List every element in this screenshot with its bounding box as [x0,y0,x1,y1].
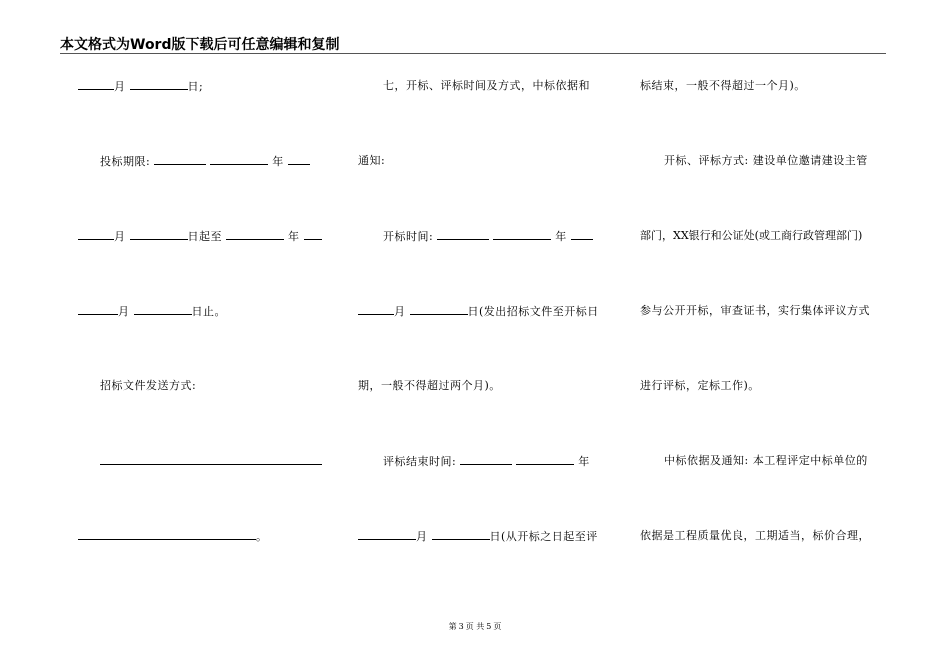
left-line-3 [78,228,322,244]
text: 月 [394,305,406,318]
text: 月 [114,230,126,243]
blank-field [493,228,551,240]
page-prefix: 第 [448,622,457,631]
text: 招标文件发送方式: [100,379,197,392]
text: 月 [416,530,428,543]
page-total: 5 [486,622,492,631]
middle-line-7 [358,528,598,544]
middle-line-2 [358,153,385,169]
blank-field [78,78,114,90]
page-current: 3 [458,622,464,631]
text: 日(从开标之日起至评 [489,530,598,543]
left-line-5 [100,378,196,394]
blank-field [100,453,322,465]
text: 日; [187,80,204,93]
blank-field [130,228,188,240]
page-middle: 页 共 [465,622,485,631]
text: 通知: [358,154,386,167]
blank-field [154,153,206,165]
blank-field [78,228,114,240]
text: 年 [272,155,284,168]
middle-line-1 [383,78,590,94]
text: 中标依据及通知: 本工程评定中标单位的 [664,454,868,467]
header-divider [60,53,886,54]
text: 七，开标、评标时间及方式，中标依据和 [383,79,590,92]
middle-line-4 [358,303,599,319]
blank-field [358,528,416,540]
left-line-7 [78,528,268,544]
text: 年 [578,455,590,468]
right-line-6 [664,453,868,469]
blank-field [432,528,490,540]
text: 参与公开开标，审查证书，实行集体评议方式 [640,304,870,317]
text: 月 [114,80,126,93]
document-header-title: 本文格式为Word版下载后可任意编辑和复制 [60,37,340,53]
text: 开标、评标方式: 建设单位邀请建设主管 [664,154,868,167]
blank-field [460,453,512,465]
blank-field [437,228,489,240]
page-footer [0,622,950,632]
text: 进行评标，定标工作)。 [640,379,760,392]
right-line-3 [640,228,862,244]
blank-field [516,453,574,465]
blank-field [410,303,468,315]
text: 部门，XX银行和公证处(或工商行政管理部门) [640,229,863,242]
middle-line-6 [383,453,590,469]
right-line-5 [640,378,760,394]
right-line-2 [664,153,868,169]
blank-field [130,78,188,90]
text: 日起至 [187,230,222,243]
page-suffix: 页 [493,622,502,631]
blank-field [226,228,284,240]
left-line-2 [100,153,310,169]
blank-field [304,228,322,240]
text: 日(发出招标文件至开标日 [467,305,599,318]
text: 标结束，一般不得超过一个月)。 [640,79,806,92]
blank-field [288,153,310,165]
right-line-7 [640,528,870,544]
text: 开标时间: [383,230,434,243]
text: 评标结束时间: [383,455,457,468]
middle-line-3 [383,228,593,244]
blank-field [134,303,192,315]
text: 投标期限: [100,155,151,168]
left-line-1 [78,78,203,94]
left-line-6 [100,453,322,469]
text: 日止。 [191,305,226,318]
text: 月 [118,305,130,318]
text: 依据是工程质量优良，工期适当，标价合理， [640,529,870,542]
text: 年 [555,230,567,243]
blank-field [78,303,118,315]
text: 期，一般不得超过两个月)。 [358,379,501,392]
blank-field [571,228,593,240]
blank-field [358,303,394,315]
right-line-1 [640,78,806,94]
blank-field [210,153,268,165]
right-line-4 [640,303,870,319]
text: 。 [256,530,268,543]
text: 年 [288,230,300,243]
middle-line-5 [358,378,501,394]
left-line-4 [78,303,226,319]
blank-field [78,528,256,540]
